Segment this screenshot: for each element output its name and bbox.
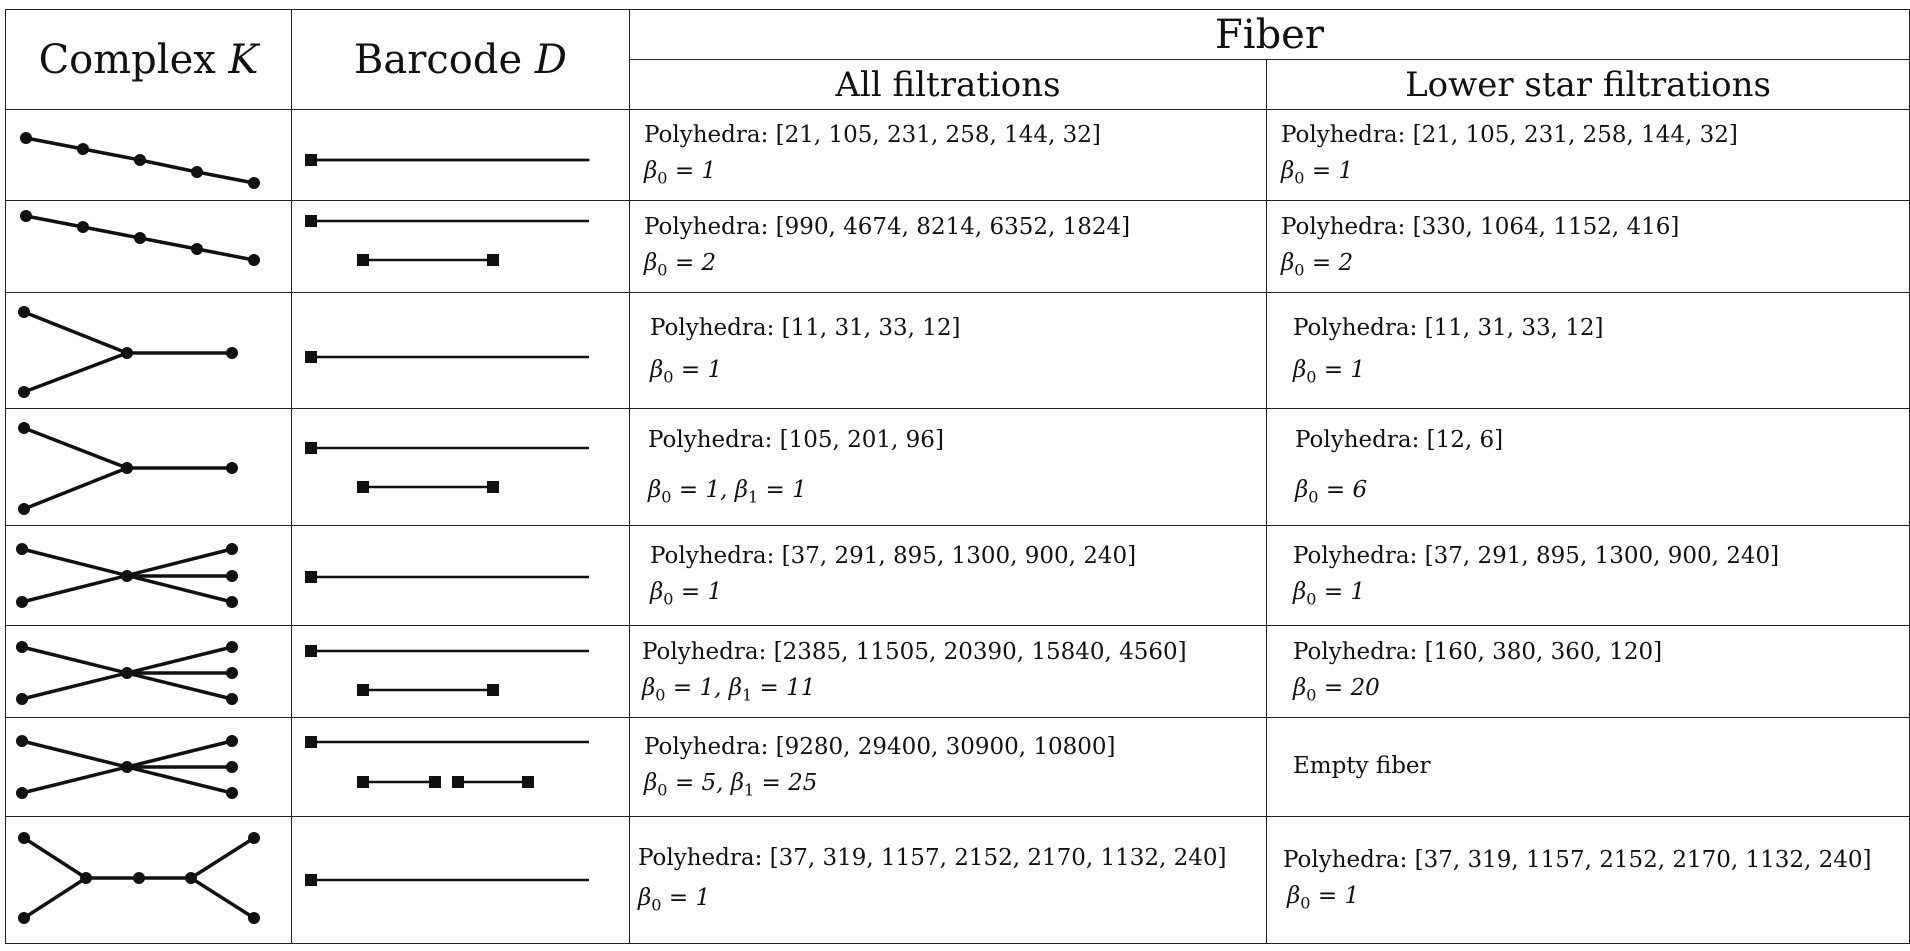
all-filtrations-cell — [630, 293, 1267, 409]
complex-figure — [6, 818, 291, 942]
all-betti: $\beta_0 = 5$, $\beta_1 = 25$ — [644, 770, 818, 800]
all-betti: $\beta_0 = 1$ — [638, 885, 711, 915]
header-lower-star — [1267, 60, 1910, 110]
all-polyhedra: Polyhedra: [9280, 29400, 30900, 10800] — [644, 734, 1116, 761]
all-filtrations-cell — [630, 201, 1267, 293]
complex-cell — [6, 201, 292, 293]
barcode-figure — [292, 111, 629, 199]
complex-cell — [6, 293, 292, 409]
barcode-cell — [292, 110, 630, 201]
all-polyhedra: Polyhedra: [2385, 11505, 20390, 15840, 4560] — [642, 638, 1187, 665]
complex-cell — [6, 110, 292, 201]
header-barcode-text: Barcode D — [354, 36, 567, 83]
table-row — [6, 718, 1910, 817]
lower-betti: $\beta_0 = 2$ — [1281, 249, 1354, 280]
barcode-cell — [292, 293, 630, 409]
barcode-cell — [292, 626, 630, 718]
lower-polyhedra: Polyhedra: [11, 31, 33, 12] — [1293, 314, 1604, 341]
barcode-cell — [292, 718, 630, 817]
complex-figure — [6, 527, 291, 624]
lower-star-cell — [1267, 409, 1910, 526]
all-filtrations-cell — [630, 626, 1267, 718]
complex-cell — [6, 409, 292, 526]
barcode-cell — [292, 409, 630, 526]
all-filtrations-cell — [630, 526, 1267, 626]
complex-figure — [6, 410, 291, 524]
barcode-figure — [292, 818, 629, 942]
lower-betti: $\beta_0 = 6$ — [1295, 477, 1368, 507]
lower-polyhedra: Polyhedra: [160, 380, 360, 120] — [1293, 638, 1663, 665]
all-polyhedra: Polyhedra: [990, 4674, 8214, 6352, 1824] — [644, 213, 1131, 240]
all-betti: $\beta_0 = 1$, $\beta_1 = 11$ — [642, 674, 816, 705]
table-row — [6, 526, 1910, 626]
table-row — [6, 293, 1910, 409]
header-complex-text: Complex K — [38, 36, 259, 83]
header-fiber-text: Fiber — [1215, 11, 1324, 58]
lower-star-cell — [1267, 526, 1910, 626]
table-row — [6, 817, 1910, 944]
lower-star-cell — [1267, 293, 1910, 409]
lower-star-cell — [1267, 718, 1910, 817]
all-betti: $\beta_0 = 1$, $\beta_1 = 1$ — [648, 477, 807, 507]
lower-polyhedra: Empty fiber — [1293, 753, 1431, 780]
header-all-filtrations — [630, 60, 1267, 110]
lower-betti: $\beta_0 = 1$ — [1293, 356, 1366, 387]
table-row — [6, 626, 1910, 718]
barcode-cell — [292, 817, 630, 944]
all-filtrations-cell — [630, 718, 1267, 817]
all-polyhedra: Polyhedra: [37, 291, 895, 1300, 900, 240] — [650, 542, 1137, 569]
all-betti: $\beta_0 = 2$ — [644, 249, 717, 280]
lower-polyhedra: Polyhedra: [37, 319, 1157, 2152, 2170, 1132, 240] — [1283, 847, 1872, 874]
complex-figure — [6, 294, 291, 407]
barcode-figure — [292, 627, 629, 716]
all-polyhedra: Polyhedra: [21, 105, 231, 258, 144, 32] — [644, 122, 1101, 149]
header-all-text: All filtrations — [835, 64, 1061, 105]
lower-polyhedra: Polyhedra: [12, 6] — [1295, 427, 1504, 454]
barcode-cell — [292, 201, 630, 293]
header-lower-text: Lower star filtrations — [1405, 64, 1771, 105]
barcode-figure — [292, 294, 629, 407]
header-barcode — [292, 10, 630, 110]
all-polyhedra: Polyhedra: [37, 319, 1157, 2152, 2170, 1132, 240] — [638, 845, 1227, 872]
barcode-figure — [292, 202, 629, 291]
complex-figure — [6, 202, 291, 291]
lower-star-cell — [1267, 201, 1910, 293]
all-polyhedra: Polyhedra: [11, 31, 33, 12] — [650, 314, 961, 341]
all-filtrations-cell — [630, 409, 1267, 526]
complex-cell — [6, 718, 292, 817]
lower-polyhedra: Polyhedra: [37, 291, 895, 1300, 900, 240] — [1293, 542, 1780, 569]
complex-figure — [6, 111, 291, 199]
all-betti: $\beta_0 = 1$ — [650, 578, 723, 609]
barcode-figure — [292, 527, 629, 624]
lower-star-cell — [1267, 626, 1910, 718]
lower-betti: $\beta_0 = 1$ — [1293, 578, 1366, 609]
all-betti: $\beta_0 = 1$ — [644, 158, 717, 188]
table-row — [6, 201, 1910, 293]
fiber-table — [5, 9, 1910, 944]
lower-polyhedra: Polyhedra: [21, 105, 231, 258, 144, 32] — [1281, 122, 1738, 149]
barcode-figure — [292, 719, 629, 815]
all-filtrations-cell — [630, 817, 1267, 944]
lower-betti: $\beta_0 = 1$ — [1281, 158, 1354, 188]
table-row — [6, 409, 1910, 526]
all-polyhedra: Polyhedra: [105, 201, 96] — [648, 427, 944, 454]
all-betti: $\beta_0 = 1$ — [650, 356, 723, 387]
complex-figure — [6, 627, 291, 716]
barcode-cell — [292, 526, 630, 626]
header-complex — [6, 10, 292, 110]
complex-cell — [6, 526, 292, 626]
lower-polyhedra: Polyhedra: [330, 1064, 1152, 416] — [1281, 213, 1680, 240]
all-filtrations-cell — [630, 110, 1267, 201]
barcode-figure — [292, 410, 629, 524]
lower-star-cell — [1267, 110, 1910, 201]
lower-betti: $\beta_0 = 20$ — [1293, 674, 1380, 705]
table-row — [6, 110, 1910, 201]
complex-cell — [6, 817, 292, 944]
lower-betti: $\beta_0 = 1$ — [1287, 883, 1360, 913]
complex-figure — [6, 719, 291, 815]
complex-cell — [6, 626, 292, 718]
lower-star-cell — [1267, 817, 1910, 944]
header-fiber — [630, 10, 1910, 60]
